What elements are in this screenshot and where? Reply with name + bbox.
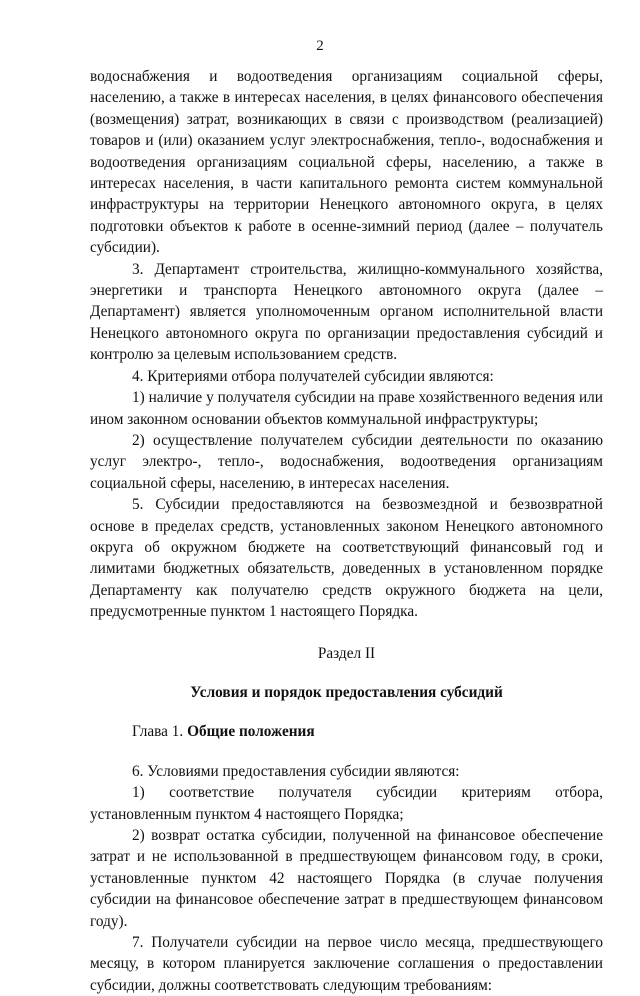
paragraph-subitem-4-1: 1) наличие у получателя субсидии на праве хозяйственного ведения или ином законном основании объектов коммунальной инфраструктуры; <box>90 389 603 428</box>
section-label: Раздел II <box>317 644 376 662</box>
paragraph-subitem-6-2: 2) возврат остатка субсидии, полученной на финансовое обеспечение затрат и не использованной в предшествующем финансовом году, в сроки, установленные пунктом 42 настоящего Порядка (в случае получения субсидии на финансовое обеспечение затрат в предшествующем финансовом году). <box>90 827 603 930</box>
paragraph-item-4: 4. Критериями отбора получателей субсидии являются: <box>132 367 494 385</box>
chapter-prefix: Глава 1. <box>132 723 184 741</box>
paragraph-item-6: 6. Условиями предоставления субсидии являются: <box>132 762 460 780</box>
paragraph-subitem-6-1: 1) соответствие получателя субсидии критериям отбора, установленным пунктом 4 настоящего Порядка; <box>90 784 603 823</box>
paragraph-item-5: 5. Субсидии предоставляются на безвозмездной и безвозвратной основе в пределах средств, установленных законом Ненецкого автономного округа об окружном бюджете на соответствующий финансовый год и лимитами бюджетных обязательств, доведенных в установленном порядке Департаменту как получателю средств окружного бюджета на цели, предусмотренные пунктом 1 настоящего Порядка. <box>90 496 603 621</box>
document-body <box>90 66 603 996</box>
chapter-heading <box>90 721 603 742</box>
paragraph-subitem-4-2: 2) осуществление получателем субсидии деятельности по оказанию услуг электро-, тепло-, водоснабжения, водоотведения организациям социальной сферы, населению, в интересах населения. <box>90 431 603 492</box>
paragraph-item-7: 7. Получатели субсидии на первое число месяца, предшествующего месяцу, в котором планируется заключение соглашения о предоставлении субсидии, должны соответствовать следующим требованиям: <box>90 934 603 994</box>
page-number: 2 <box>316 38 324 54</box>
paragraph-continuation: водоснабжения и водоотведения организациям социальной сферы, населению, а также в интересах населения, в целях финансового обеспечения (возмещения) затрат, возникающих в связи с производством (реализацией) товаров и (или) оказанием услуг электроснабжения, тепло-, водоснабжения и водоотведения организациям социальной сферы, населению, а также в интересах населения, в части капитального ремонта систем коммунальной инфраструктуры на территории Ненецкого автономного округа, в целях подготовки объектов к работе в осенне-зимний период (далее – получатель субсидии). <box>90 68 603 257</box>
paragraph-item-3: 3. Департамент строительства, жилищно-коммунального хозяйства, энергетики и транспорта Ненецкого автономного округа (далее – Департамент) является уполномоченным органом исполнительной власти Ненецкого автономного округа по организации предоставления субсидий и контролю за целевым использованием средств. <box>90 260 603 364</box>
chapter-title: Общие положения <box>187 723 315 741</box>
section-title: Условия и порядок предоставления субсидий <box>190 683 503 701</box>
